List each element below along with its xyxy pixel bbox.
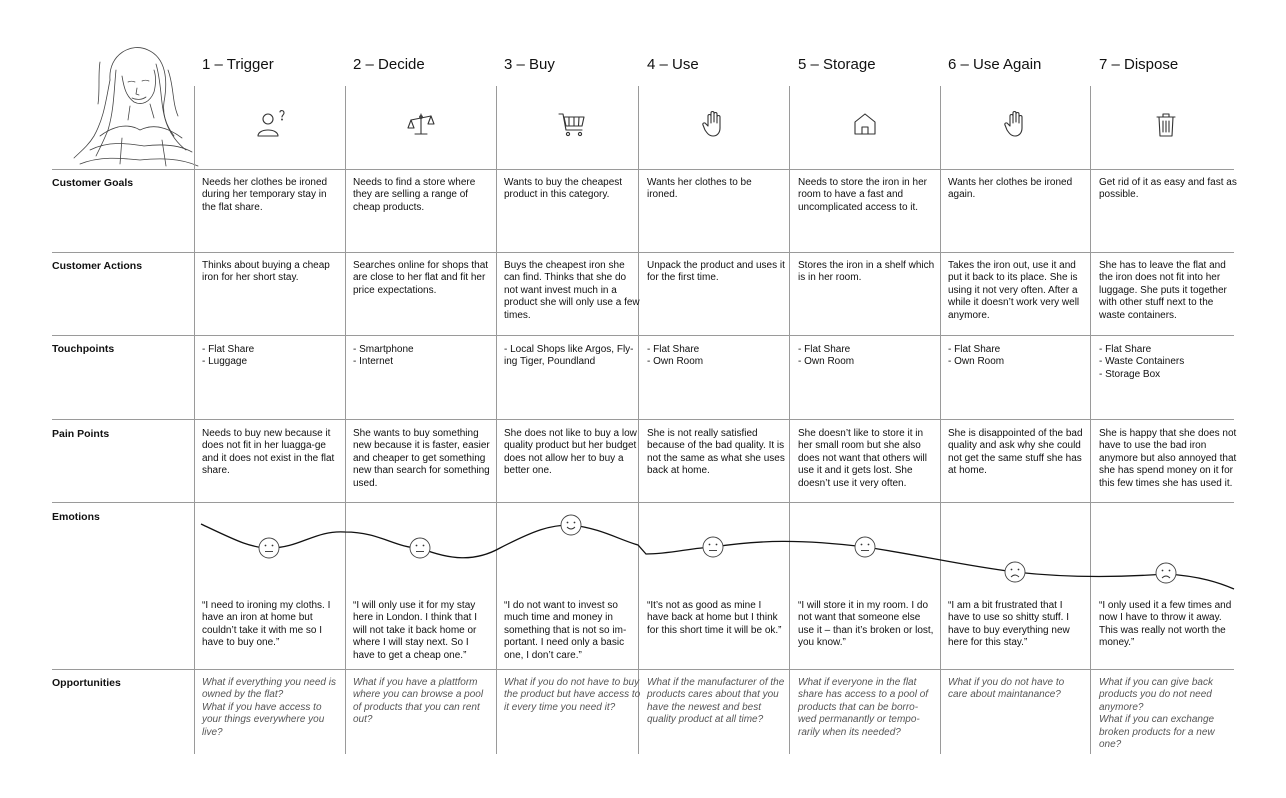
customer-goals-cell: Needs to find a store where they are selling a range of cheap products.: [353, 177, 476, 213]
row-label-touchpoints: Touchpoints: [52, 343, 115, 355]
touchpoints-cell: - Local Shops like Argos, Fly-ing Tiger, Poundland: [504, 344, 634, 368]
shopping-cart-icon: [556, 108, 588, 140]
customer-goals-cell: Get rid of it as easy and fast as possible.: [1099, 177, 1237, 201]
opportunity-cell: What if you do not have to care about maintanance?: [948, 677, 1065, 701]
emotion-quote: “I only used it a few times and now I have to throw it away. This was really not worth the money.”: [1099, 600, 1232, 649]
sad-face-icon: [1156, 563, 1176, 583]
pain-points-cell: She is disappointed of the bad quality and ask why she could not get the same stuff she has at home.: [948, 428, 1083, 477]
row-divider: [52, 669, 1234, 670]
opportunity-cell: What if you have a plattform where you can browse a pool of products that you can rent out?: [353, 677, 484, 726]
column-divider: [1090, 86, 1091, 754]
emotion-quote: “It’s not as good as mine I have back at home but I think for this short time it will be ok.”: [647, 600, 782, 636]
neutral-face-icon: [259, 538, 279, 558]
stage-title-decide: 2 – Decide: [353, 56, 425, 73]
pain-points-cell: She doesn’t like to store it in her small room but she also does not want that others will use it and it gets lost. She doesn’t use it very often.: [798, 428, 927, 489]
opportunity-cell: What if the manufacturer of the products cares about that you have the newest and best quality product at all time?: [647, 677, 785, 726]
customer-goals-cell: Wants her clothes be ironed again.: [948, 177, 1073, 201]
customer-actions-cell: Thinks about buying a cheap iron for her short stay.: [202, 260, 330, 284]
touchpoints-cell: - Smartphone - Internet: [353, 344, 414, 368]
stage-title-storage: 5 – Storage: [798, 56, 876, 73]
column-divider: [789, 86, 790, 754]
pain-points-cell: She wants to buy something new because it is faster, easier and cheaper to get something new than search for something used.: [353, 428, 490, 489]
emotion-quote: “I need to ironing my cloths. I have an iron at home but couldn’t take it with me so I have to buy one.”: [202, 600, 331, 649]
opportunity-cell: What if you can give back products you do not need anymore? What if you can exchange broken products for a new one?: [1099, 677, 1215, 751]
hand-icon: [1000, 108, 1032, 140]
row-label-emotions: Emotions: [52, 511, 100, 523]
customer-actions-cell: She has to leave the flat and the iron does not fit into her luggage. She puts it together with other stuff next to the waste containers.: [1099, 260, 1227, 321]
neutral-face-icon: [855, 537, 875, 557]
emotion-quote: “I am a bit frustrated that I have to use so shitty stuff. I have to buy everything new here for this stay.”: [948, 600, 1070, 649]
opportunity-cell: What if you do not have to buy the product but have access to it every time you need it?: [504, 677, 641, 713]
touchpoints-cell: - Flat Share - Own Room: [948, 344, 1005, 368]
opportunity-cell: What if everyone in the flat share has access to a pool of products that can be borro-wed permanantly or tempo-rarily when its needed?: [798, 677, 929, 738]
customer-goals-cell: Needs her clothes be ironed during her temporary stay in the flat share.: [202, 177, 328, 213]
happy-face-icon: [561, 515, 581, 535]
neutral-face-icon: [410, 538, 430, 558]
pain-points-cell: She is not really satisfied because of the bad quality. It is not the same as what she uses back at home.: [647, 428, 785, 477]
stage-title-buy: 3 – Buy: [504, 56, 555, 73]
trash-icon: [1150, 108, 1182, 140]
row-label-opportunities: Opportunities: [52, 677, 121, 689]
emotion-quote: “I will only use it for my stay here in London. I think that I will not take it back home or where I will stay next. So I have to get a cheap one.”: [353, 600, 477, 661]
emotion-quote: “I do not want to invest so much time and money in something that is not so im-portant. I need only a basic one, I don’t care.”: [504, 600, 627, 661]
column-divider: [496, 86, 497, 754]
stage-title-dispose: 7 – Dispose: [1099, 56, 1179, 73]
column-divider: [194, 86, 195, 754]
row-divider: [52, 419, 1234, 420]
pain-points-cell: She is happy that she does not have to use the bad iron anymore but also annoyed that she has spend money on it for this few times she has used it.: [1099, 428, 1237, 489]
customer-actions-cell: Searches online for shops that are close to her flat and fit her price expectations.: [353, 260, 489, 296]
sad-face-icon: [1005, 562, 1025, 582]
customer-actions-cell: Buys the cheapest iron she can find. Thinks that she do not want invest much in a product she will only use a few times.: [504, 260, 640, 321]
stage-title-use: 4 – Use: [647, 56, 699, 73]
row-divider: [52, 502, 1234, 503]
customer-actions-cell: Takes the iron out, use it and put it back to its place. She is using it not very often. After a while it doesn’t work very well anymore.: [948, 260, 1080, 321]
column-divider: [940, 86, 941, 754]
row-label-pain-points: Pain Points: [52, 428, 110, 440]
column-divider: [345, 86, 346, 754]
row-label-customer-goals: Customer Goals: [52, 177, 134, 189]
person-question-icon: [254, 108, 286, 140]
touchpoints-cell: - Flat Share - Waste Containers - Storage Box: [1099, 344, 1185, 380]
customer-actions-cell: Stores the iron in a shelf which is in her room.: [798, 260, 935, 284]
stage-title-trigger: 1 – Trigger: [202, 56, 274, 73]
customer-goals-cell: Wants to buy the cheapest product in this category.: [504, 177, 623, 201]
touchpoints-cell: - Flat Share - Own Room: [647, 344, 704, 368]
touchpoints-cell: - Flat Share - Own Room: [798, 344, 855, 368]
customer-goals-cell: Wants her clothes to be ironed.: [647, 177, 752, 201]
scale-icon: [405, 108, 437, 140]
stage-title-use-again: 6 – Use Again: [948, 56, 1042, 73]
customer-goals-cell: Needs to store the iron in her room to have a fast and uncomplicated access to it.: [798, 177, 927, 213]
pain-points-cell: She does not like to buy a low quality product but her budget does not allow her to buy a better one.: [504, 428, 637, 477]
opportunity-cell: What if everything you need is owned by the flat? What if you have access to your things everywhere you live?: [202, 677, 336, 738]
hand-icon: [698, 108, 730, 140]
persona-sketch: [70, 40, 202, 172]
customer-actions-cell: Unpack the product and uses it for the first time.: [647, 260, 785, 284]
row-divider: [52, 252, 1234, 253]
neutral-face-icon: [703, 537, 723, 557]
pain-points-cell: Needs to buy new because it does not fit in her luagga-ge and it does not exist in the flat share.: [202, 428, 335, 477]
row-divider: [52, 169, 1234, 170]
emotion-quote: “I will store it in my room. I do not want that someone else use it – than it’s broken or lost, you know.”: [798, 600, 934, 649]
row-divider: [52, 335, 1234, 336]
row-label-customer-actions: Customer Actions: [52, 260, 143, 272]
touchpoints-cell: - Flat Share - Luggage: [202, 344, 255, 368]
house-icon: [849, 108, 881, 140]
emotion-curve: [201, 524, 1234, 589]
